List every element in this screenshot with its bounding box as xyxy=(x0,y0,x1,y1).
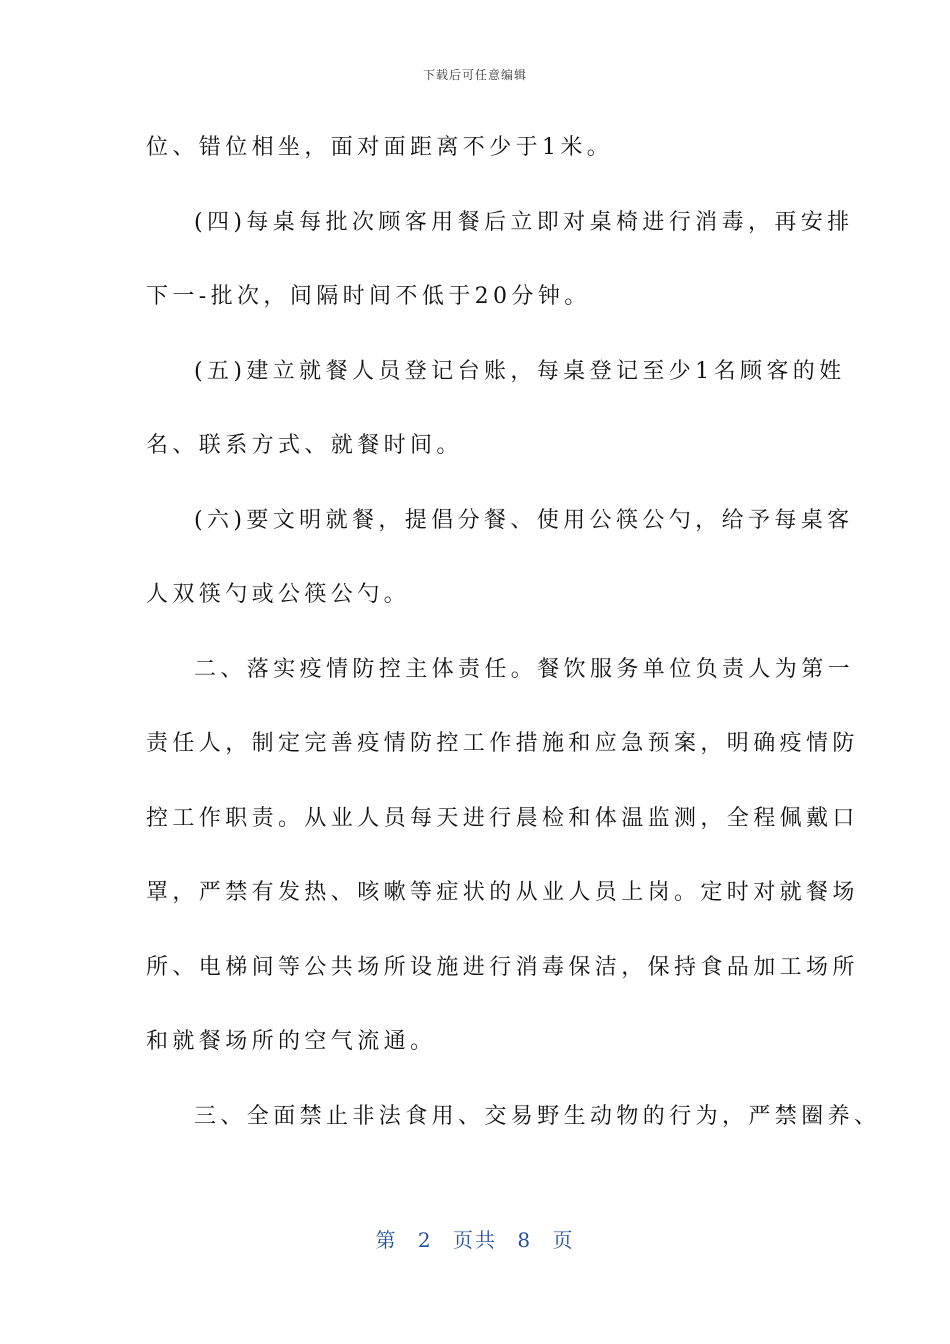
page-label-middle: 页共 xyxy=(453,1228,497,1252)
document-body xyxy=(146,128,881,1171)
text-line: 和就餐场所的空气流通。 xyxy=(146,1029,437,1054)
page-label-suffix: 页 xyxy=(552,1228,575,1252)
text-line: 三、全面禁止非法食用、交易野生动物的行为，严禁圈养、 xyxy=(194,1103,881,1129)
text-line: 责任人，制定完善疫情防控工作措施和应急预案，明确疫情防 xyxy=(146,731,859,756)
text-line: (六)要文明就餐，提倡分餐、使用公筷公勺，给予每桌客 xyxy=(194,507,854,533)
text-line: 名、联系方式、就餐时间。 xyxy=(146,433,463,458)
text-line: 所、电梯间等公共场所设施进行消毒保洁，保持食品加工场所 xyxy=(146,954,859,980)
text-line: (五)建立就餐人员登记台账，每桌登记至少1名顾客的姓 xyxy=(194,358,846,384)
page-footer xyxy=(0,1224,950,1253)
page-label-prefix: 第 xyxy=(375,1228,398,1252)
header-note: 下载后可任意编辑 xyxy=(422,68,527,82)
text-line: 二、落实疫情防控主体责任。餐饮服务单位负责人为第一 xyxy=(194,656,855,682)
text-line: 罩，严禁有发热、咳嗽等症状的从业人员上岗。定时对就餐场 xyxy=(146,880,859,905)
current-page-number: 2 xyxy=(417,1228,433,1252)
text-line: 下一-批次，间隔时间不低于20分钟。 xyxy=(146,284,591,309)
text-line: 位、错位相坐，面对面距离不少于1米。 xyxy=(146,135,614,160)
text-line: (四)每桌每批次顾客用餐后立即对桌椅进行消毒，再安排 xyxy=(194,209,854,235)
total-page-number: 8 xyxy=(517,1228,533,1252)
text-line: 控工作职责。从业人员每天进行晨检和体温监测，全程佩戴口 xyxy=(146,805,859,831)
text-line: 人双筷勺或公筷公勺。 xyxy=(146,582,411,607)
